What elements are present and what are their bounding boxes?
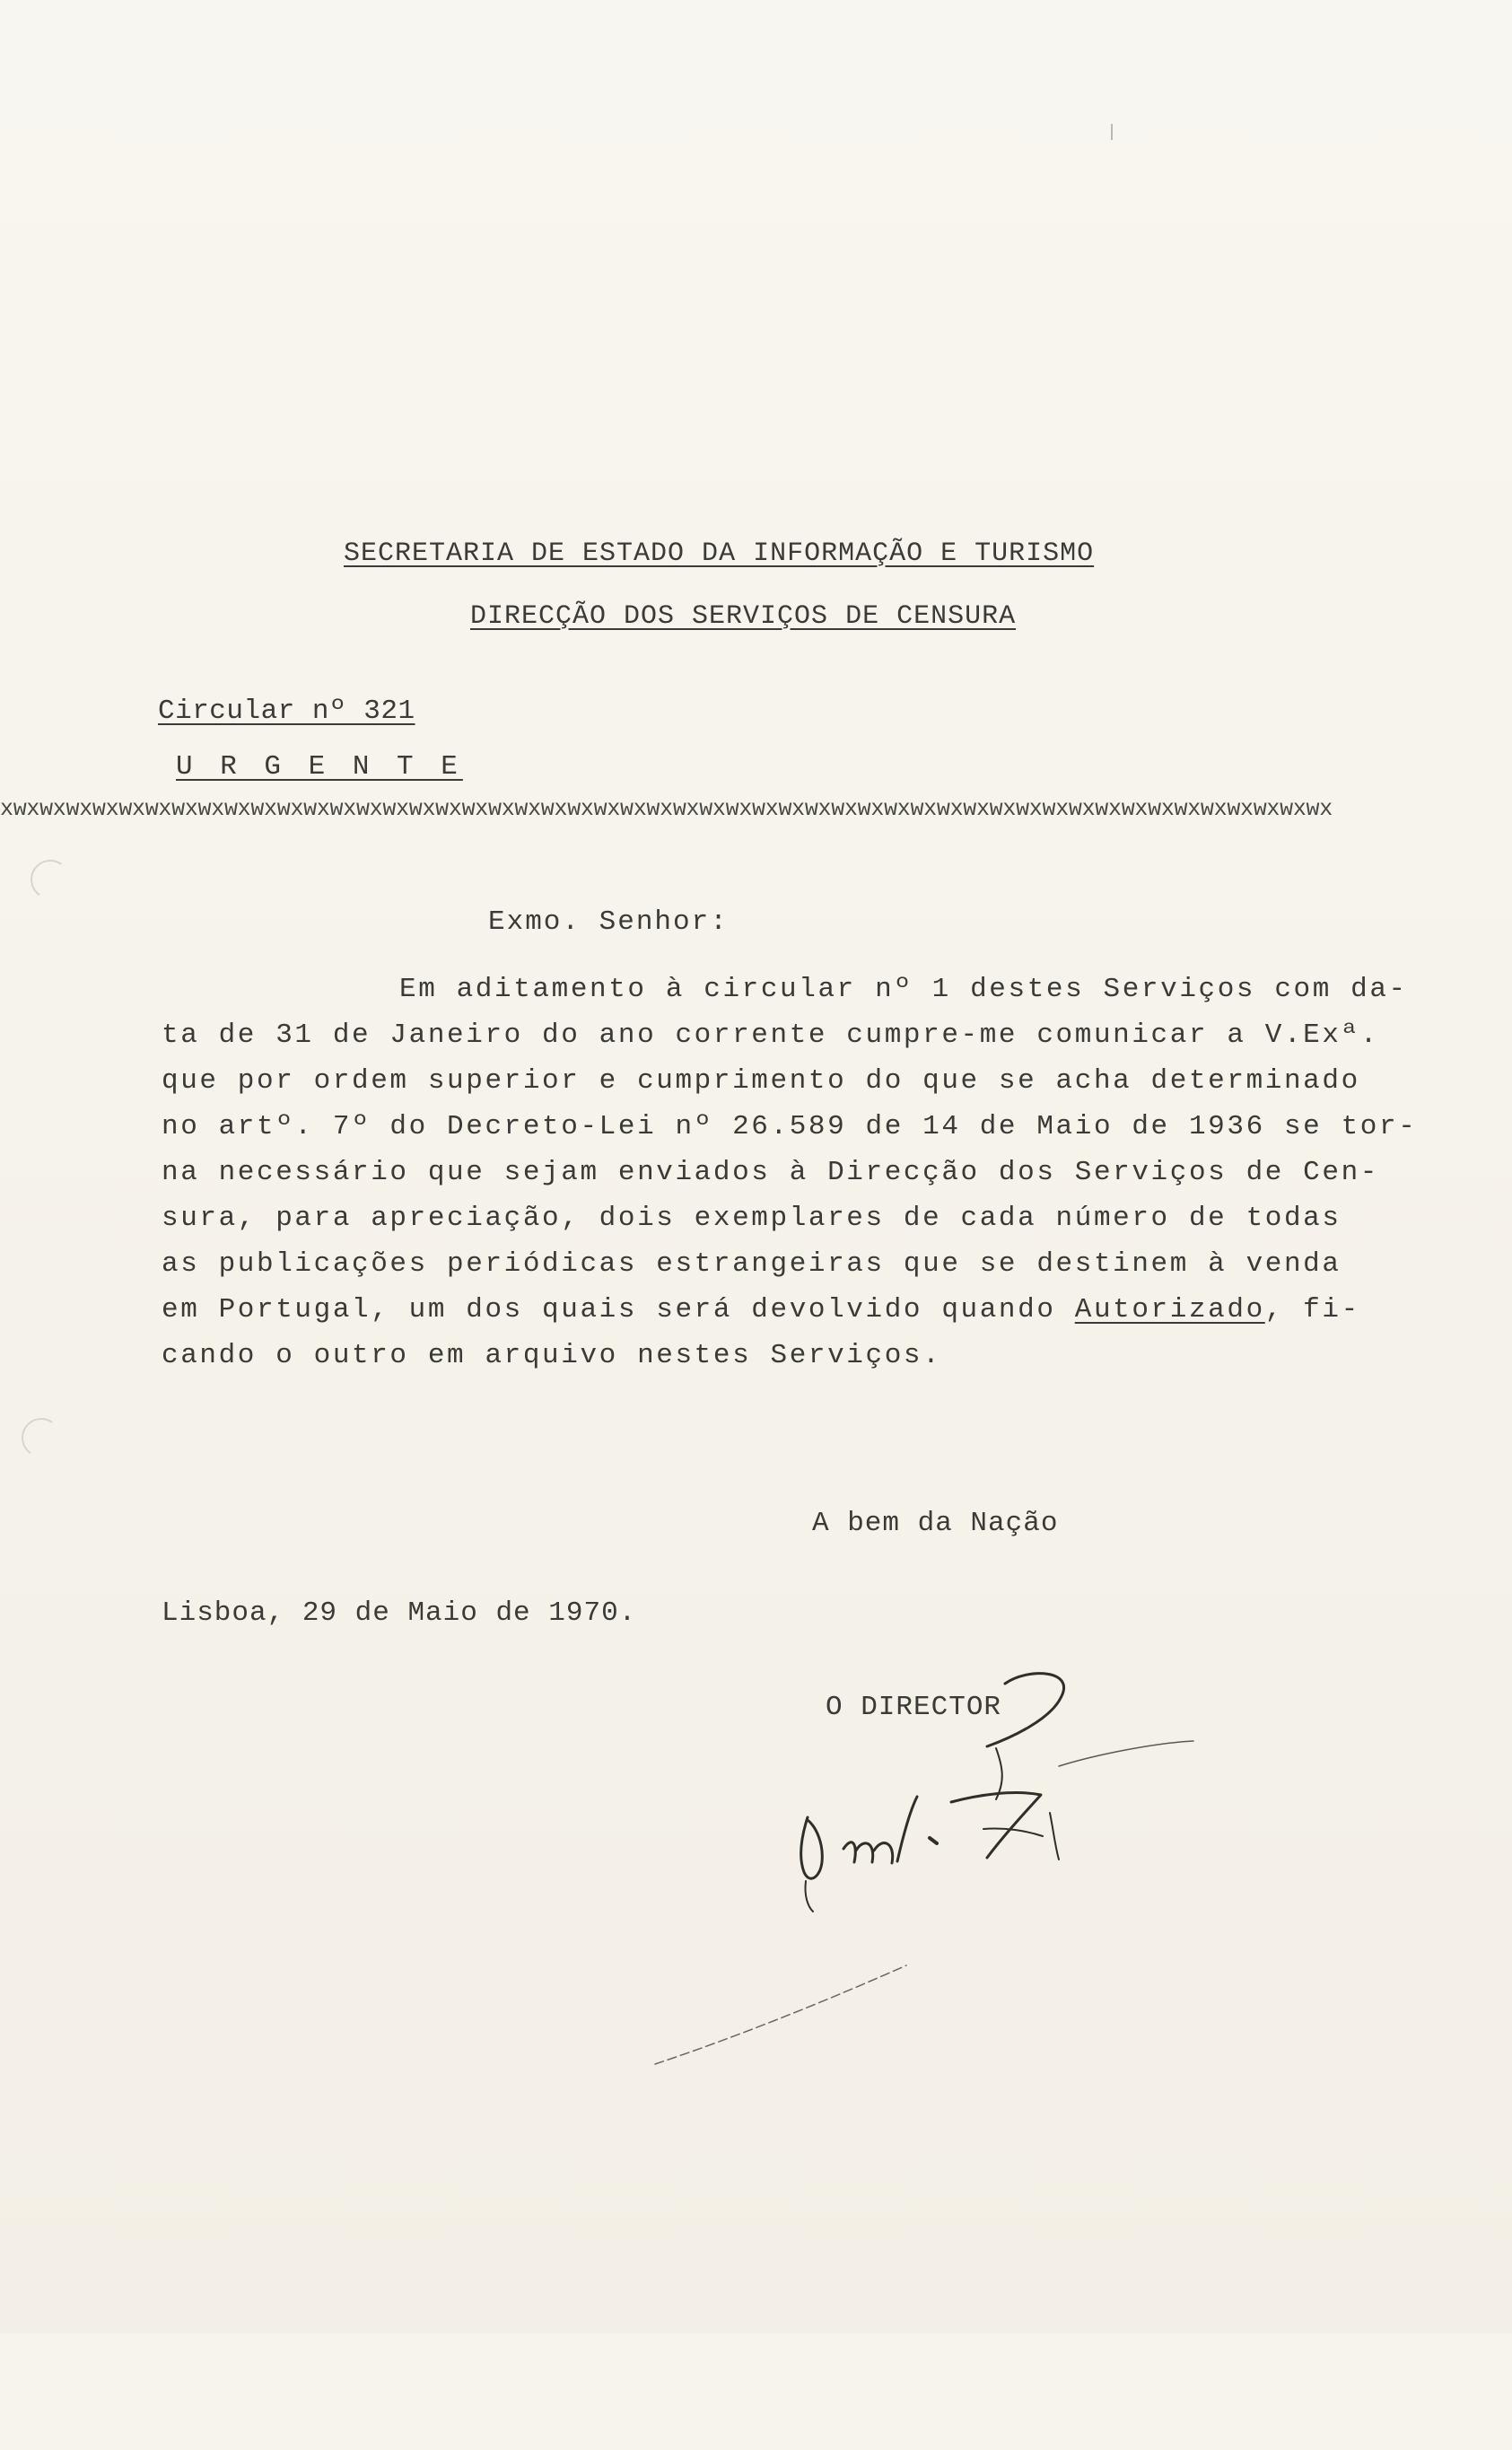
body-line-8-text: em Portugal, um dos quais será devolvido quando [162, 1294, 1075, 1326]
body-line-8-tail: , fi- [1264, 1294, 1360, 1326]
body-line-5: na necessário que sejam enviados à Direcção dos Serviços de Cen- [162, 1157, 1379, 1188]
separator-line: xwxwxwxwxwxwxwxwxwxwxwxwxwxwxwxwxwxwxwxwxwxwxwxwxwxwxwxwxwxwxwxwxwxwxwxwxwxwxwxwxwxwxwxwxwxwxwxwxwxwx [0, 796, 1333, 822]
header-department: DIRECÇÃO DOS SERVIÇOS DE CENSURA [470, 601, 1017, 632]
punch-hole-bottom [19, 1415, 65, 1461]
date-line: Lisboa, 29 de Maio de 1970. [162, 1597, 637, 1629]
body-line-3: que por ordem superior e cumprimento do que se acha determinado [162, 1065, 1360, 1097]
body-line-2: ta de 31 de Janeiro do ano corrente cumpre-me comunicar a V.Exª. [162, 1019, 1379, 1051]
edge-mark [1111, 124, 1113, 140]
signatory-title: O DIRECTOR [826, 1692, 1002, 1723]
salutation: Exmo. Senhor: [488, 906, 729, 938]
handwritten-signature [628, 1660, 1310, 2450]
header-ministry: SECRETARIA DE ESTADO DA INFORMAÇÃO E TURISMO [344, 538, 1095, 569]
body-line-9: cando o outro em arquivo nestes Serviços. [162, 1340, 942, 1371]
body-line-4: no artº. 7º do Decreto-Lei nº 26.589 de 14 de Maio de 1936 se tor- [162, 1111, 1418, 1142]
authorized-word: Autorizado [1074, 1294, 1265, 1326]
body-line-1: Em aditamento à circular nº 1 destes Serviços com da- [399, 974, 1408, 1005]
body-line-7: as publicações periódicas estrangeiras que se destinem à venda [162, 1248, 1342, 1280]
body-line-6: sura, para apreciação, dois exemplares de cada número de todas [162, 1203, 1342, 1234]
circular-number: Circular nº 321 [158, 696, 415, 727]
urgent-label: U R G E N T E [176, 751, 463, 783]
body-line-8 [162, 1288, 1360, 1333]
punch-hole-top [28, 857, 74, 903]
closing-phrase: A bem da Nação [812, 1508, 1059, 1539]
